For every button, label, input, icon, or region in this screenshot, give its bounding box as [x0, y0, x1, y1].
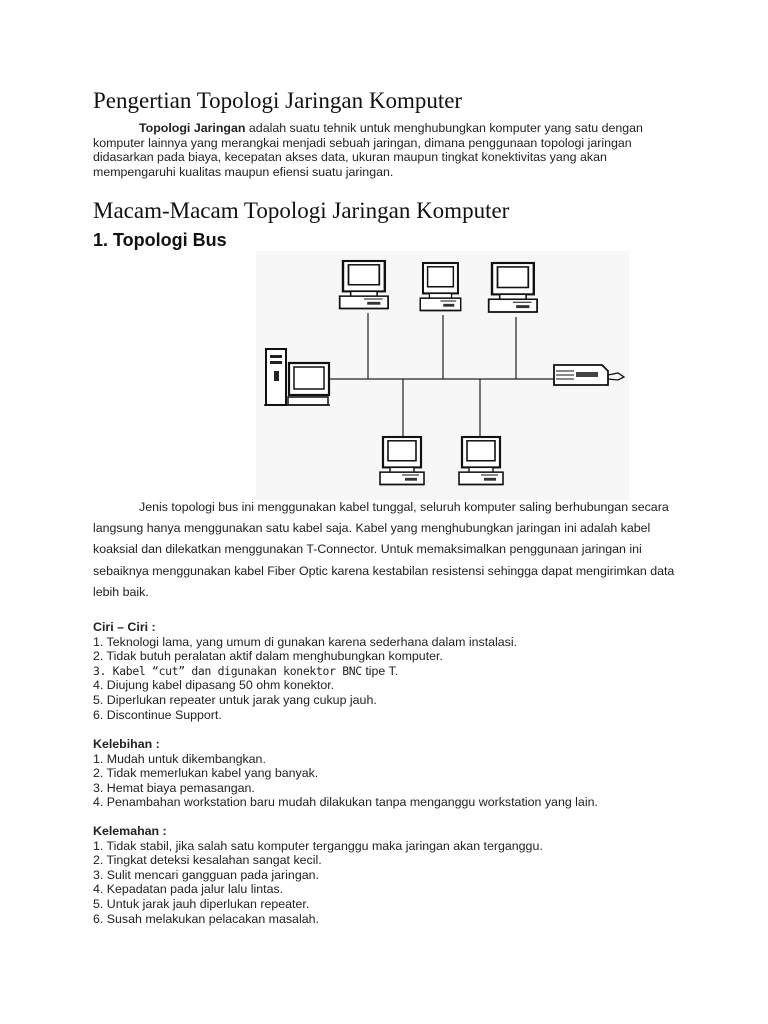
list-item: 5. Diperlukan repeater untuk jarak yang cukup jauh.: [93, 692, 377, 707]
list-item: 2. Tingkat deteksi kesalahan sangat kecil.: [93, 853, 322, 868]
list-item: 6. Discontinue Support.: [93, 707, 222, 722]
computer-icon: [459, 437, 503, 485]
bus-topology-diagram: [256, 251, 629, 500]
list-item: 4. Diujung kabel dipasang 50 ohm konektor.: [93, 678, 335, 693]
page-title: Pengertian Topologi Jaringan Komputer: [93, 88, 463, 113]
computer-icon: [340, 261, 388, 309]
bus-description-text: Jenis topologi bus ini menggunakan kabel tunggal, seluruh komputer saling berhubungan secara langsung hanya menggunakan satu kabel saja. Kabel yang menghubungkan jaringan ini adalah kabel koaksial dan dilekatkan menggunakan T-Connector. Untuk memaksimalkan penggunaan jaringan ini sebaiknya menggunakan kabel Fiber Optic karena kestabilan resistensi sehingga dapat mengirimkan data lebih baik.: [93, 500, 675, 599]
subsection-title: 1. Topologi Bus: [93, 230, 227, 250]
list-item: 2. Tidak butuh peralatan aktif dalam menghubungkan komputer.: [93, 649, 443, 664]
ciri-heading: Ciri – Ciri :: [93, 620, 156, 634]
kelebihan-section: [93, 737, 598, 810]
list-item-mono: 3. Kabel “cut” dan digunakan konektor BNC: [93, 663, 362, 678]
intro-paragraph: [93, 121, 653, 179]
list-item: 4. Penambahan workstation baru mudah dilakukan tanpa menganggu workstation yang lain.: [93, 795, 598, 810]
list-item: [93, 664, 517, 679]
bus-topology-svg: [256, 251, 629, 500]
kelebihan-heading: Kelebihan :: [93, 737, 160, 751]
tower-computer-icon: [264, 349, 330, 405]
bus-description: [93, 497, 683, 603]
ciri-section: [93, 620, 517, 722]
list-item: 4. Kepadatan pada jalur lalu lintas.: [93, 882, 284, 897]
computer-icon: [489, 263, 537, 312]
kelemahan-section: [93, 824, 543, 926]
list-item: 5. Untuk jarak jauh diperlukan repeater.: [93, 896, 310, 911]
list-item-tail: tipe T.: [361, 663, 399, 678]
computer-icon: [420, 263, 460, 311]
list-item: 1. Tidak stabil, jika salah satu komputer terganggu maka jaringan akan terganggu.: [93, 838, 543, 853]
list-item: 6. Susah melakukan pelacakan masalah.: [93, 911, 319, 926]
kelemahan-heading: Kelemahan :: [93, 824, 167, 838]
computer-icon: [380, 437, 424, 485]
list-item: 2. Tidak memerlukan kabel yang banyak.: [93, 766, 319, 781]
list-item: 1. Teknologi lama, yang umum di gunakan karena sederhana dalam instalasi.: [93, 634, 518, 649]
list-item: 3. Sulit mencari gangguan pada jaringan.: [93, 867, 319, 882]
list-item: 3. Hemat biaya pemasangan.: [93, 780, 255, 795]
intro-bold-term: Topologi Jaringan: [139, 121, 246, 135]
section-title: Macam-Macam Topologi Jaringan Komputer: [93, 198, 510, 223]
list-item: 1. Mudah untuk dikembangkan.: [93, 751, 266, 766]
terminator-device-icon: [554, 365, 624, 385]
intro-text: adalah suatu tehnik untuk menghubungkan komputer yang satu dengan komputer lainnya yang merangkai menjadi sebuah jaringan, dimana penggunaan topologi jaringan didasarkan pada biaya, kecepatan akses data, ukuran maupun tingkat konektivitas yang akan mempengaruhi kualitas maupun efiensi suatu jaringan.: [93, 121, 643, 179]
